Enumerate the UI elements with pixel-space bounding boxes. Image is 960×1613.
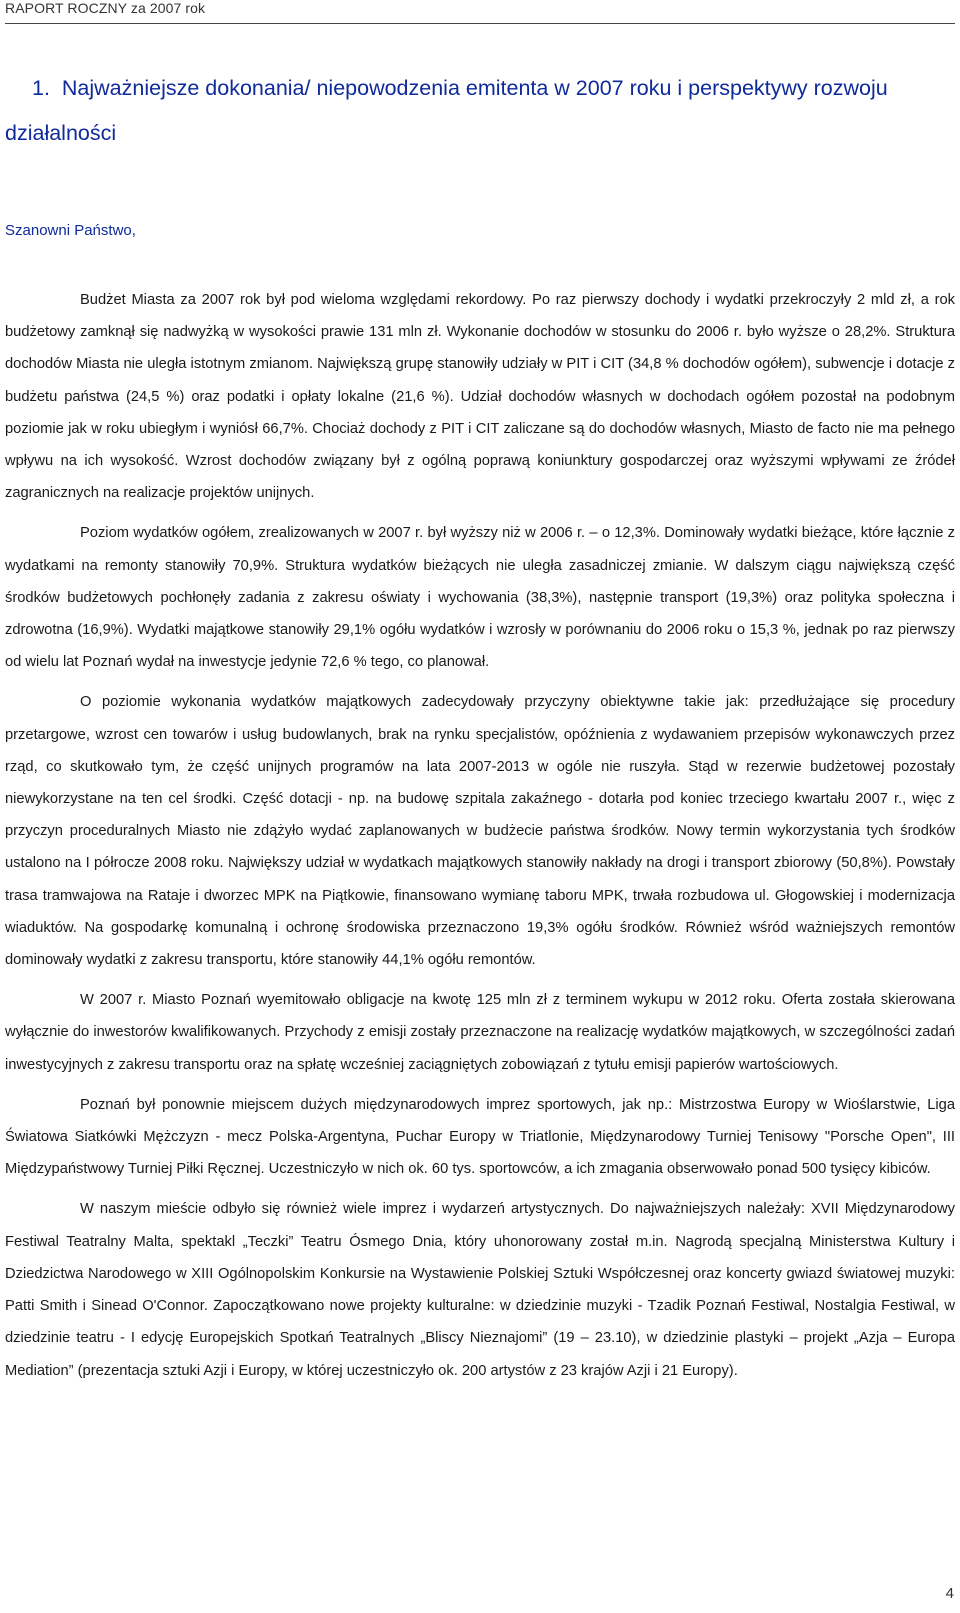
running-header: RAPORT ROCZNY za 2007 rok (5, 0, 206, 16)
paragraph-cultural-events: W naszym mieście odbyło się również wiele imprez i wydarzeń artystycznych. Do najważniejszych należały: XVII Międzynarodowy Festiwal Teatralny Malta, spektakl „Teczki” Teatru Ósmego Dnia, który uhonorowany został m.in. Nagrodą specjalną Ministerstwa Kultury i Dziedzictwa Narodowego w XIII Ogólnopolskim Konkursie na Wystawienie Polskiej Sztuki Współczesnej oraz koncerty gwiazd światowej muzyki: Patti Smith i Sinead O'Connor. Zapoczątkowano nowe projekty kulturalne: w dziedzinie muzyki - Tzadik Poznań Festiwal, Nostalgia Festiwal, w dziedzinie teatru - I edycję Europejskich Spotkań Teatralnych „Bliscy Nieznajomi” (19 – 23.10), w dziedzinie plastyki – projekt „Azja – Europa Mediation” (prezentacja sztuki Azji i Europy, w której uczestniczyło ok. 200 artystów z 23 krajów Azji i 21 Europy). (5, 1201, 955, 1379)
salutation: Szanowni Państwo, (5, 222, 136, 239)
body-text (5, 284, 955, 1387)
paragraph-budget-income: Budżet Miasta za 2007 rok był pod wieloma względami rekordowy. Po raz pierwszy dochody i wydatki przekroczyły 2 mld zł, a rok budżetowy zamknął się nadwyżką w wysokości prawie 131 mln zł. Wykonanie dochodów w stosunku do 2006 r. było wyższe o 28,2%. Struktura dochodów Miasta nie uległa istotnym zmianom. Największą grupę stanowiły udziały w PIT i CIT (34,8 % dochodów ogółem), subwencje i dotacje z budżetu państwa (24,5 %) oraz podatki i opłaty lokalne (21,6 %). Udział dochodów własnych w dochodach ogółem pozostał na podobnym poziomie jak w roku ubiegłym i wyniósł 66,7%. Chociaż dochody z PIT i CIT zaliczane są do dochodów własnych, Miasto de facto nie ma pełnego wpływu na ich wysokość. Wzrost dochodów związany był z ogólną poprawą koniunktury gospodarczej oraz wyższymi wpływami ze źródeł zagranicznych na realizacje projektów unijnych. (5, 292, 955, 502)
paragraph-sports-events: Poznań był ponownie miejscem dużych międzynarodowych imprez sportowych, jak np.: Mistrzostwa Europy w Wioślarstwie, Liga Światowa Siatkówki Mężczyzn - mecz Polska-Argentyna, Puchar Europy w Triatlonie, Międzynarodowy Turniej Tenisowy "Porsche Open", III Międzypaństwowy Turniej Piłki Ręcznej. Uczestniczyło w nich ok. 60 tys. sportowców, a ich zmagania obserwowało ponad 500 tysięcy kibiców. (5, 1096, 955, 1178)
section-number: 1. (32, 76, 50, 100)
paragraph-expenditures: Poziom wydatków ogółem, zrealizowanych w 2007 r. był wyższy niż w 2006 r. – o 12,3%. Dominowały wydatki bieżące, które łącznie z wydatkami na remonty stanowiły 70,9%. Struktura wydatków bieżących nie uległa zasadniczej zmianie. W dalszym ciągu największą część środków budżetowych pochłonęły zadania z zakresu oświaty i wychowania (38,3%), następnie transport (19,3%) oraz polityka społeczna i zdrowotna (16,9%). Wydatki majątkowe stanowiły 29,1% ogółu wydatków i wzrosły w porównaniu do 2006 roku o 15,3 %, jednak po raz pierwszy od wielu lat Poznań wydał na inwestycje jedynie 72,6 % tego, co planował. (5, 525, 955, 671)
paragraph-capital-spending: O poziomie wykonania wydatków majątkowych zadecydowały przyczyny obiektywne takie jak: przedłużające się procedury przetargowe, wzrost cen towarów i usług budowlanych, brak na rynku specjalistów, opóźnienia z wydawaniem przepisów wykonawczych przez rząd, co skutkowało tym, że część unijnych programów na lata 2007-2013 w ogóle nie ruszyła. Stąd w rezerwie budżetowej pozostały niewykorzystane na ten cel środki. Część dotacji - np. na budowę szpitala zakaźnego - dotarła pod koniec trzeciego kwartału 2007 r., więc z przyczyn proceduralnych Miasto nie zdążyło wydać zaplanowanych w budżecie państwa środków. Nowy termin wykorzystania tych środków ustalono na I półrocze 2008 roku. Największy udział w wydatkach majątkowych stanowiły nakłady na drogi i transport zbiorowy (50,8%). Powstały trasa tramwajowa na Rataje i dworzec MPK na Piątkowie, finansowano wymianę taboru MPK, trwała rozbudowa ul. Głogowskiej i modernizacja wiaduktów. Na gospodarkę komunalną i ochronę środowiska przeznaczono 19,3% ogółu środków. Również wśród ważniejszych remontów dominowały wydatki z zakresu transportu, które stanowiły 44,1% ogółu remontów. (5, 694, 955, 969)
page-number: 4 (945, 1585, 954, 1602)
paragraph-bonds: W 2007 r. Miasto Poznań wyemitowało obligacje na kwotę 125 mln zł z terminem wykupu w 2012 roku. Oferta została skierowana wyłącznie do inwestorów kwalifikowanych. Przychody z emisji zostały przeznaczone na realizację wydatków majątkowych, w szczególności zadań inwestycyjnych z zakresu transportu oraz na spłatę wcześniej zaciągniętych zobowiązań z tytułu emisji papierów wartościowych. (5, 992, 955, 1073)
section-title (5, 66, 955, 156)
section-title-text: Najważniejsze dokonania/ niepowodzenia emitenta w 2007 roku i perspektywy rozwoju działalności (5, 76, 888, 145)
header-divider (5, 23, 955, 24)
